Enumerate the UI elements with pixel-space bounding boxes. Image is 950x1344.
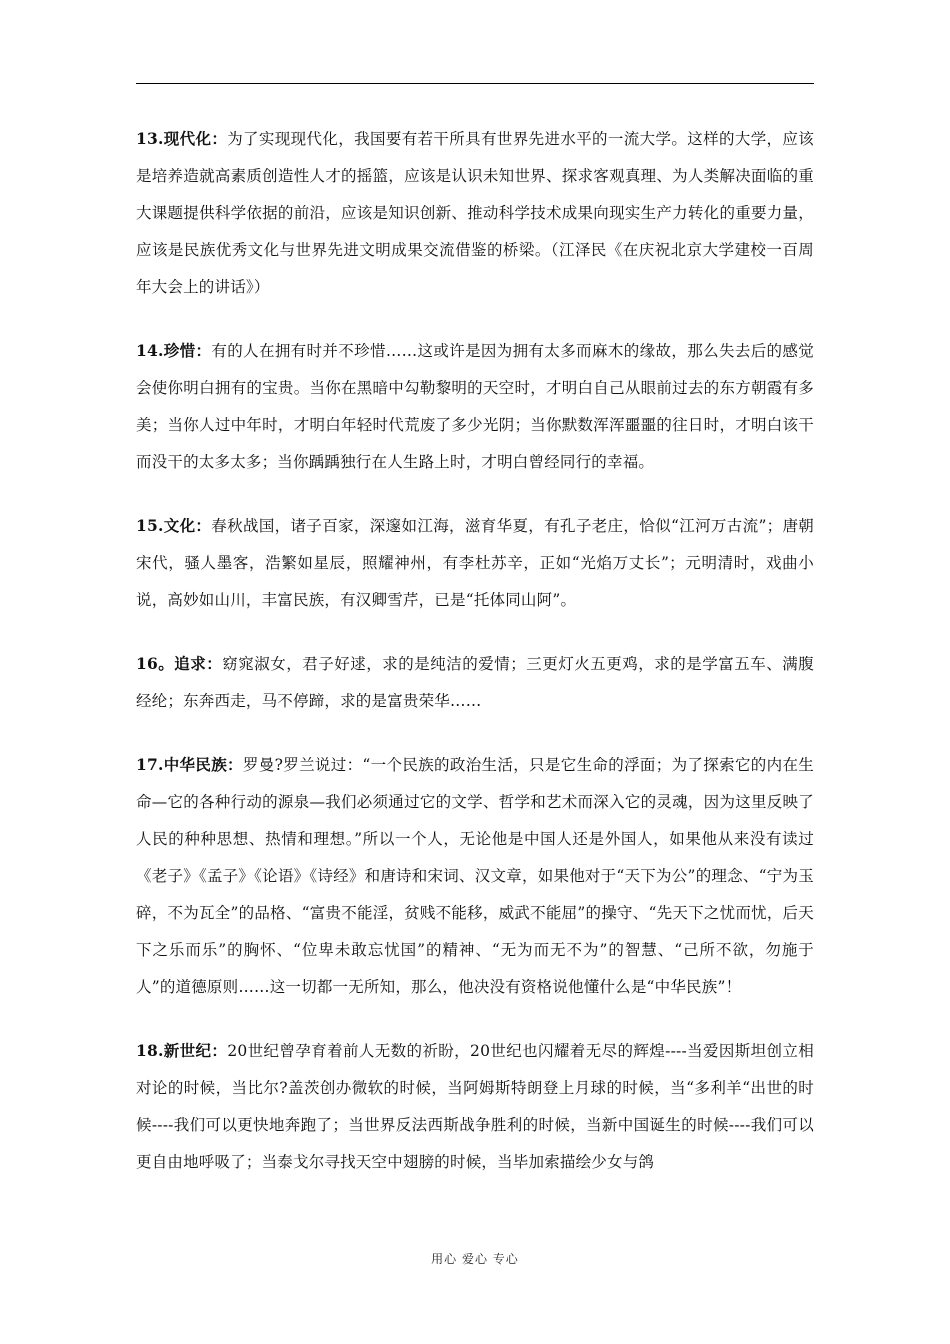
- paragraph-text: 罗曼?罗兰说过：“一个民族的政治生活，只是它生命的浮面；为了探索它的内在生命—它的各种行动的源泉—我们必须通过它的文学、哲学和艺术而深入它的灵魂，因为这里反映了人民的种种思想、热情和理想。”所以一个人，无论他是中国人还是外国人，如果他从来没有读过《老子》《孟子》《论语》《诗经》和唐诗和宋词、汉文章，如果他对于“天下为公”的理念、“宁为玉碎，不为瓦全”的品格、“富贵不能淫，贫贱不能移，威武不能屈”的操守、“先天下之忧而忧，后天下之乐而乐”的胸怀、“位卑未敢忘忧国”的精神、“无为而无不为”的智慧、“己所不欲，勿施于人”的道德原则……这一切都一无所知，那么，他决没有资格说他懂什么是“中华民族”！: [136, 756, 814, 996]
- paragraph-term: 15.文化：: [136, 516, 212, 535]
- paragraph-text: 为了实现现代化，我国要有若干所具有世界先进水平的一流大学。这样的大学，应该是培养造就高素质创造性人才的摇篮，应该是认识未知世界、探求客观真理、为人类解决面临的重大课题提供科学依据的前沿，应该是知识创新、推动科学技术成果向现实生产力转化的重要力量，应该是民族优秀文化与世界先进文明成果交流借鉴的桥梁。（江泽民《在庆祝北京大学建校一百周年大会上的讲话》）: [136, 130, 814, 296]
- paragraph-modernization: [136, 120, 814, 306]
- paragraph-text: 窈窕淑女，君子好逑，求的是纯洁的爱情；三更灯火五更鸡，求的是学富五车、满腹经纶；东奔西走，马不停蹄，求的是富贵荣华……: [136, 655, 814, 710]
- paragraph-term: 16。追求：: [136, 654, 223, 673]
- paragraph-pursuit: [136, 645, 814, 720]
- paragraph-culture: [136, 507, 814, 619]
- paragraph-term: 18.新世纪：: [136, 1041, 228, 1060]
- paragraph-cherish: [136, 332, 814, 481]
- paragraph-term: 17.中华民族：: [136, 755, 243, 774]
- document-body: [136, 120, 814, 1207]
- paragraph-new-century: [136, 1032, 814, 1181]
- page-footer: 用心 爱心 专心: [431, 1252, 519, 1266]
- paragraph-chinese-nation: [136, 746, 814, 1006]
- paragraph-term: 14.珍惜：: [136, 341, 212, 360]
- header-rule: [136, 83, 814, 84]
- paragraph-text: 有的人在拥有时并不珍惜……这或许是因为拥有太多而麻木的缘故，那么失去后的感觉会使你明白拥有的宝贵。当你在黑暗中勾勒黎明的天空时，才明白自己从眼前过去的东方朝霞有多美；当你人过中年时，才明白年轻时代荒废了多少光阴；当你默数浑浑噩噩的往日时，才明白该干而没干的太多太多；当你踽踽独行在人生路上时，才明白曾经同行的幸福。: [136, 342, 814, 471]
- paragraph-text: 20世纪曾孕育着前人无数的祈盼，20世纪也闪耀着无尽的辉煌----当爱因斯坦创立相对论的时候，当比尔?盖茨创办微软的时候，当阿姆斯特朗登上月球的时候，当“多利羊“出世的时候----我们可以更快地奔跑了；当世界反法西斯战争胜利的时候，当新中国诞生的时候----我们可以更自由地呼吸了；当泰戈尔寻找天空中翅膀的时候，当毕加索描绘少女与鸽: [136, 1042, 814, 1171]
- paragraph-text: 春秋战国，诸子百家，深邃如江海，滋育华夏，有孔子老庄，恰似“江河万古流”；唐朝宋代，骚人墨客，浩繁如星辰，照耀神州，有李杜苏辛，正如“光焰万丈长”；元明清时，戏曲小说，高妙如山川，丰富民族，有汉卿雪芹，已是“托体同山阿”。: [136, 517, 815, 609]
- paragraph-term: 13.现代化：: [136, 129, 228, 148]
